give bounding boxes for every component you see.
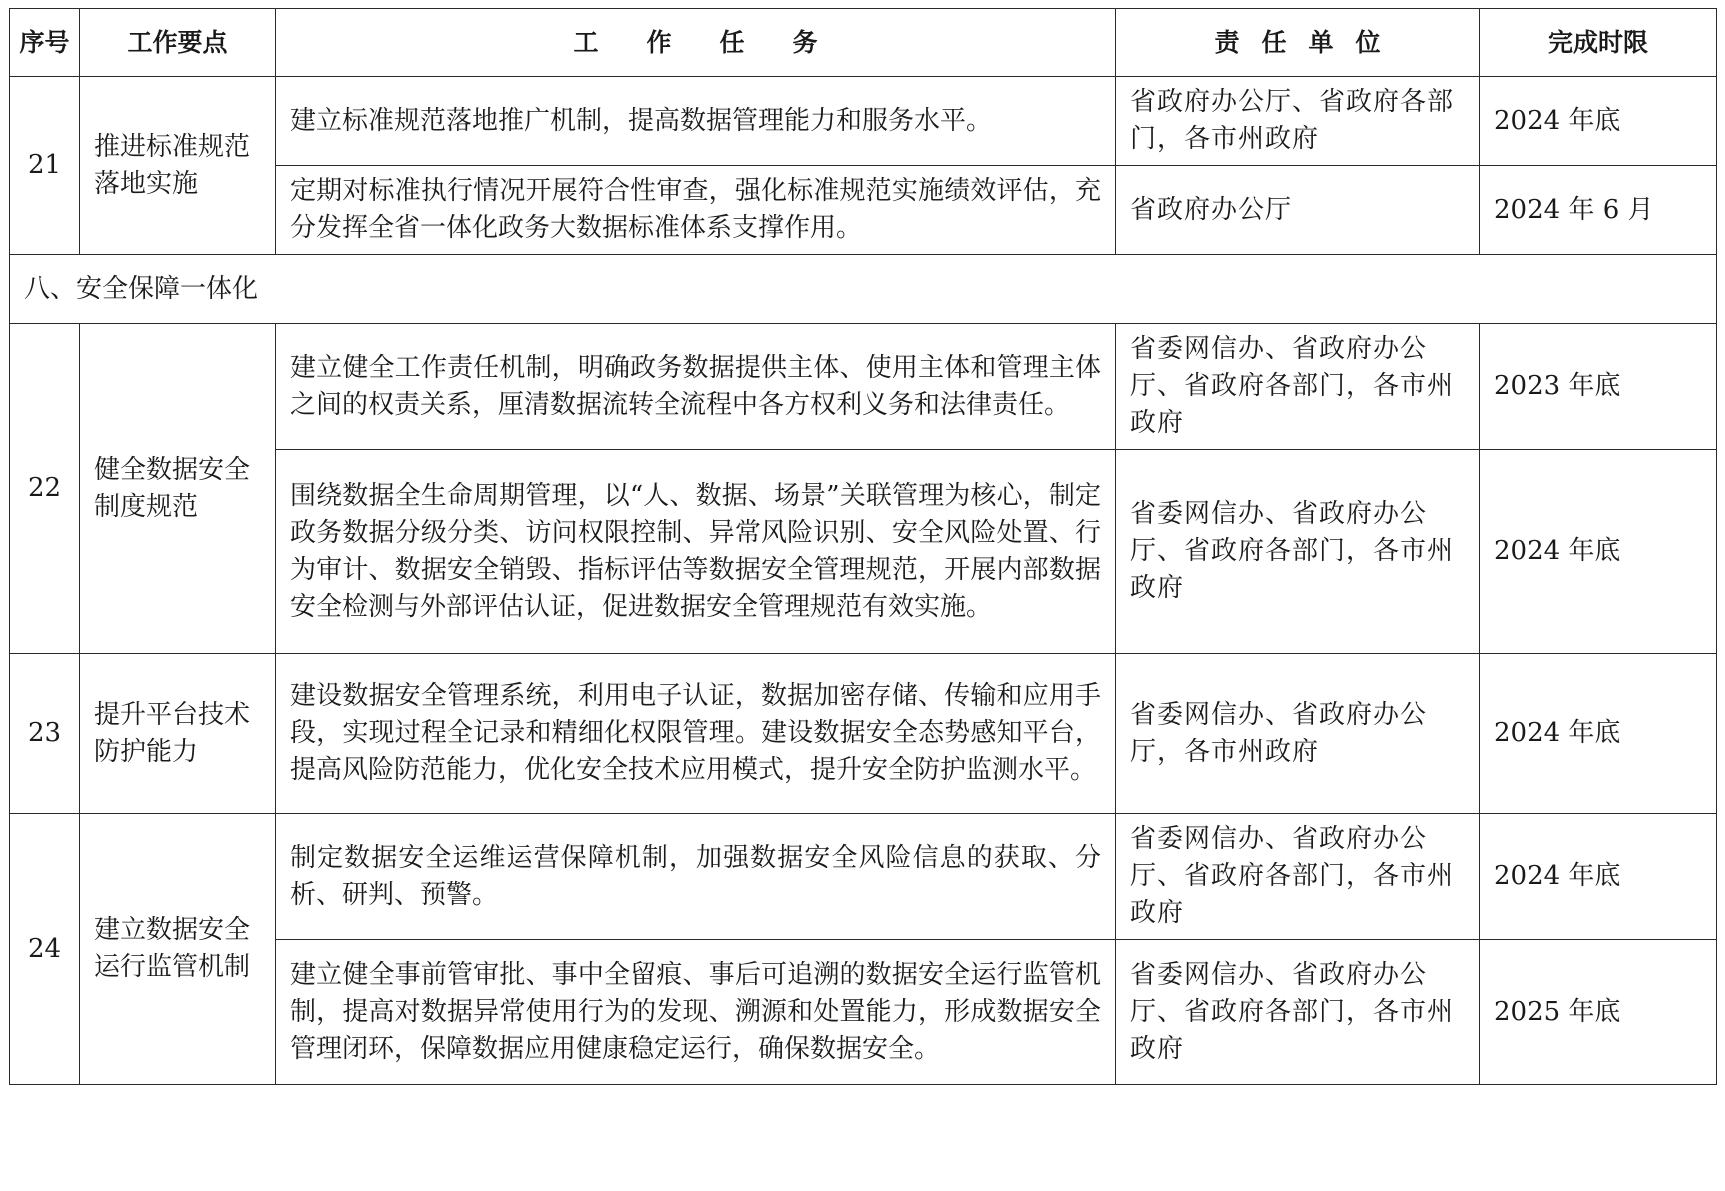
row-number: 22	[10, 324, 80, 654]
row-number: 21	[10, 77, 80, 255]
work-point: 推进标准规范落地实施	[80, 77, 276, 255]
task-text: 建立健全事前管审批、事中全留痕、事后可追溯的数据安全运行监管机制，提高对数据异常使用行为的发现、溯源和处置能力，形成数据安全管理闭环，保障数据应用健康稳定运行，确保数据安全。	[276, 940, 1116, 1085]
header-unit: 责任单位	[1116, 9, 1480, 77]
task-text: 围绕数据全生命周期管理，以“人、数据、场景”关联管理为核心，制定政务数据分级分类、访问权限控制、异常风险识别、安全风险处置、行为审计、数据安全销毁、指标评估等数据安全管理规范，开展内部数据安全检测与外部评估认证，促进数据安全管理规范有效实施。	[276, 450, 1116, 654]
task-text: 建立标准规范落地推广机制，提高数据管理能力和服务水平。	[276, 77, 1116, 166]
deadline: 2024 年底	[1480, 814, 1717, 940]
header-point: 工作要点	[80, 9, 276, 77]
responsible-unit: 省委网信办、省政府办公厅、省政府各部门，各市州政府	[1116, 940, 1480, 1085]
section-row	[10, 255, 1717, 324]
table-header	[10, 9, 1717, 77]
deadline: 2023 年底	[1480, 324, 1717, 450]
task-text: 制定数据安全运维运营保障机制，加强数据安全风险信息的获取、分析、研判、预警。	[276, 814, 1116, 940]
header-num: 序号	[10, 9, 80, 77]
responsible-unit: 省委网信办、省政府办公厅、省政府各部门，各市州政府	[1116, 814, 1480, 940]
work-point: 健全数据安全制度规范	[80, 324, 276, 654]
table-row	[10, 324, 1717, 450]
table-row	[10, 77, 1717, 166]
header-row	[10, 9, 1717, 77]
row-number: 24	[10, 814, 80, 1085]
section-title: 八、安全保障一体化	[10, 255, 1717, 324]
responsible-unit: 省政府办公厅、省政府各部门，各市州政府	[1116, 77, 1480, 166]
responsible-unit: 省委网信办、省政府办公厅，各市州政府	[1116, 654, 1480, 814]
deadline: 2024 年底	[1480, 654, 1717, 814]
responsible-unit: 省政府办公厅	[1116, 166, 1480, 255]
deadline: 2024 年底	[1480, 77, 1717, 166]
header-deadline: 完成时限	[1480, 9, 1717, 77]
work-point: 建立数据安全运行监管机制	[80, 814, 276, 1085]
deadline: 2025 年底	[1480, 940, 1717, 1085]
deadline: 2024 年 6 月	[1480, 166, 1717, 255]
task-text: 建设数据安全管理系统，利用电子认证，数据加密存储、传输和应用手段，实现过程全记录和精细化权限管理。建设数据安全态势感知平台，提高风险防范能力，优化安全技术应用模式，提升安全防护监测水平。	[276, 654, 1116, 814]
responsible-unit: 省委网信办、省政府办公厅、省政府各部门，各市州政府	[1116, 450, 1480, 654]
task-table	[9, 8, 1717, 1085]
row-number: 23	[10, 654, 80, 814]
table-row	[10, 654, 1717, 814]
task-text: 建立健全工作责任机制，明确政务数据提供主体、使用主体和管理主体之间的权责关系，厘清数据流转全流程中各方权利义务和法律责任。	[276, 324, 1116, 450]
work-point: 提升平台技术防护能力	[80, 654, 276, 814]
task-text: 定期对标准执行情况开展符合性审查，强化标准规范实施绩效评估，充分发挥全省一体化政务大数据标准体系支撑作用。	[276, 166, 1116, 255]
deadline: 2024 年底	[1480, 450, 1717, 654]
table-row	[10, 814, 1717, 940]
header-task: 工作任务	[276, 9, 1116, 77]
responsible-unit: 省委网信办、省政府办公厅、省政府各部门，各市州政府	[1116, 324, 1480, 450]
